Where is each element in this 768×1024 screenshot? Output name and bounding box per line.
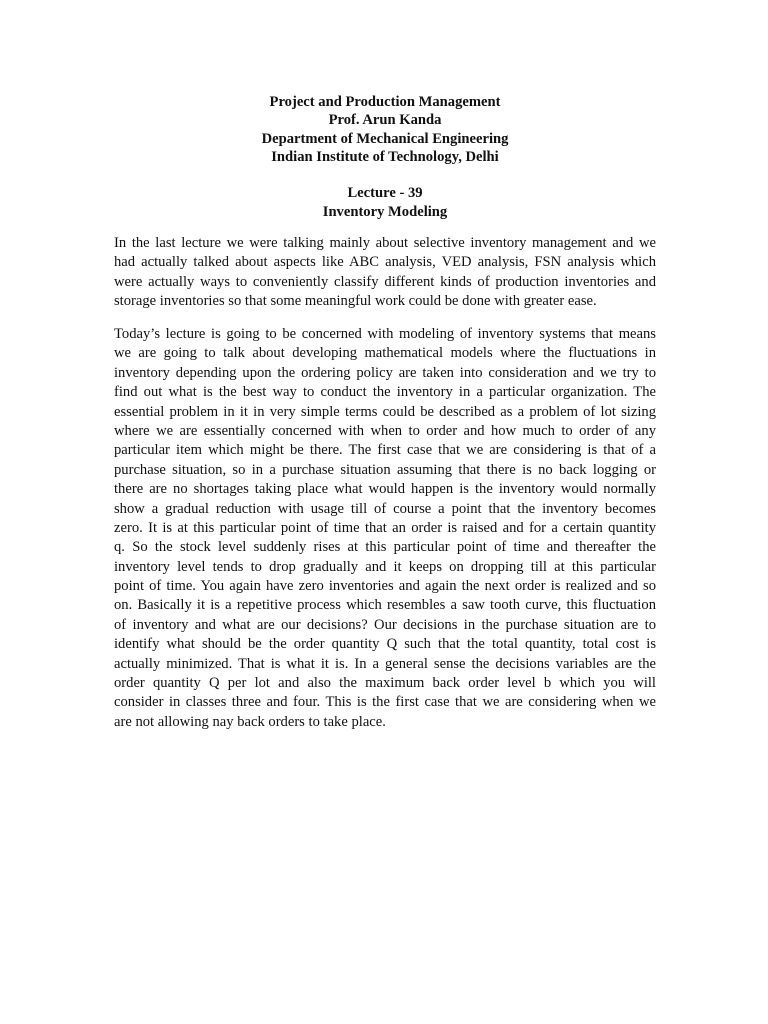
lecture-number: Lecture - 39 (347, 185, 423, 202)
text-line: were actually ways to conveniently classify different kinds of production inventories and (114, 273, 656, 290)
text-line: of inventory and what are our decisions? Our decisions in the purchase situation are to (114, 616, 656, 633)
text-line: zero. It is at this particular point of time that an order is raised and for a certain quantity (114, 519, 656, 536)
text-line: In the last lecture we were talking mainly about selective inventory management and we (114, 235, 656, 251)
text-line: had actually talked about aspects like ABC analysis, VED analysis, FSN analysis which (114, 254, 656, 271)
text-line: storage inventories so that some meaningful work could be done with greater ease. (114, 293, 597, 310)
text-line: consider in classes three and four. This is the first case that we are considering when we (114, 694, 656, 711)
text-line: we are going to talk about developing mathematical models where the fluctuations in (114, 345, 656, 362)
text-line: order quantity Q per lot and also the maximum back order level b which you will (114, 675, 656, 692)
text-line: q. So the stock level suddenly rises at this particular point of time and thereafter the (114, 539, 656, 556)
text-line: inventory depending upon the ordering policy are taken into consideration and we try to (114, 364, 656, 381)
text-line: show a gradual reduction with usage till of course a point that the inventory becomes (114, 500, 656, 517)
text-line: are not allowing nay back orders to take place. (114, 713, 386, 730)
course-title: Project and Production Management (269, 94, 501, 110)
professor-name: Prof. Arun Kanda (328, 112, 442, 129)
paragraph-body (114, 325, 656, 732)
text-line: inventory level tends to drop gradually and it keeps on dropping till at this particular (114, 558, 656, 575)
text-line: there are no shortages taking place what would happen is the inventory would normally (114, 481, 656, 498)
text-line: Today’s lecture is going to be concerned with modeling of inventory systems that means (114, 326, 656, 342)
text-line: essential problem in it in very simple terms could be described as a problem of lot sizing (114, 403, 656, 420)
department-name: Department of Mechanical Engineering (261, 130, 509, 147)
text-line: actually minimized. That is what it is. In a general sense the decisions variables are the (114, 655, 656, 672)
paragraph-intro (114, 234, 656, 312)
text-line: point of time. You again have zero inventories and again the next order is realized and so (114, 578, 656, 595)
institute-name: Indian Institute of Technology, Delhi (271, 148, 499, 165)
document-header (114, 93, 656, 221)
text-line: identify what should be the order quantity Q such that the total quantity, total cost is (114, 636, 656, 653)
text-line: find out what is the best way to conduct the inventory in a particular organization. The (114, 384, 656, 401)
text-line: purchase situation, so in a purchase situation assuming that there is no back logging or (114, 461, 656, 478)
text-line: where we are essentially concerned with when to order and how much to order of any (114, 422, 656, 439)
text-line: particular item which might be there. The first case that we are considering is that of a (114, 442, 656, 459)
lecture-title: Inventory Modeling (322, 203, 448, 220)
text-line: on. Basically it is a repetitive process which resembles a saw tooth curve, this fluctuation (114, 597, 656, 614)
header-spacer (114, 166, 656, 184)
